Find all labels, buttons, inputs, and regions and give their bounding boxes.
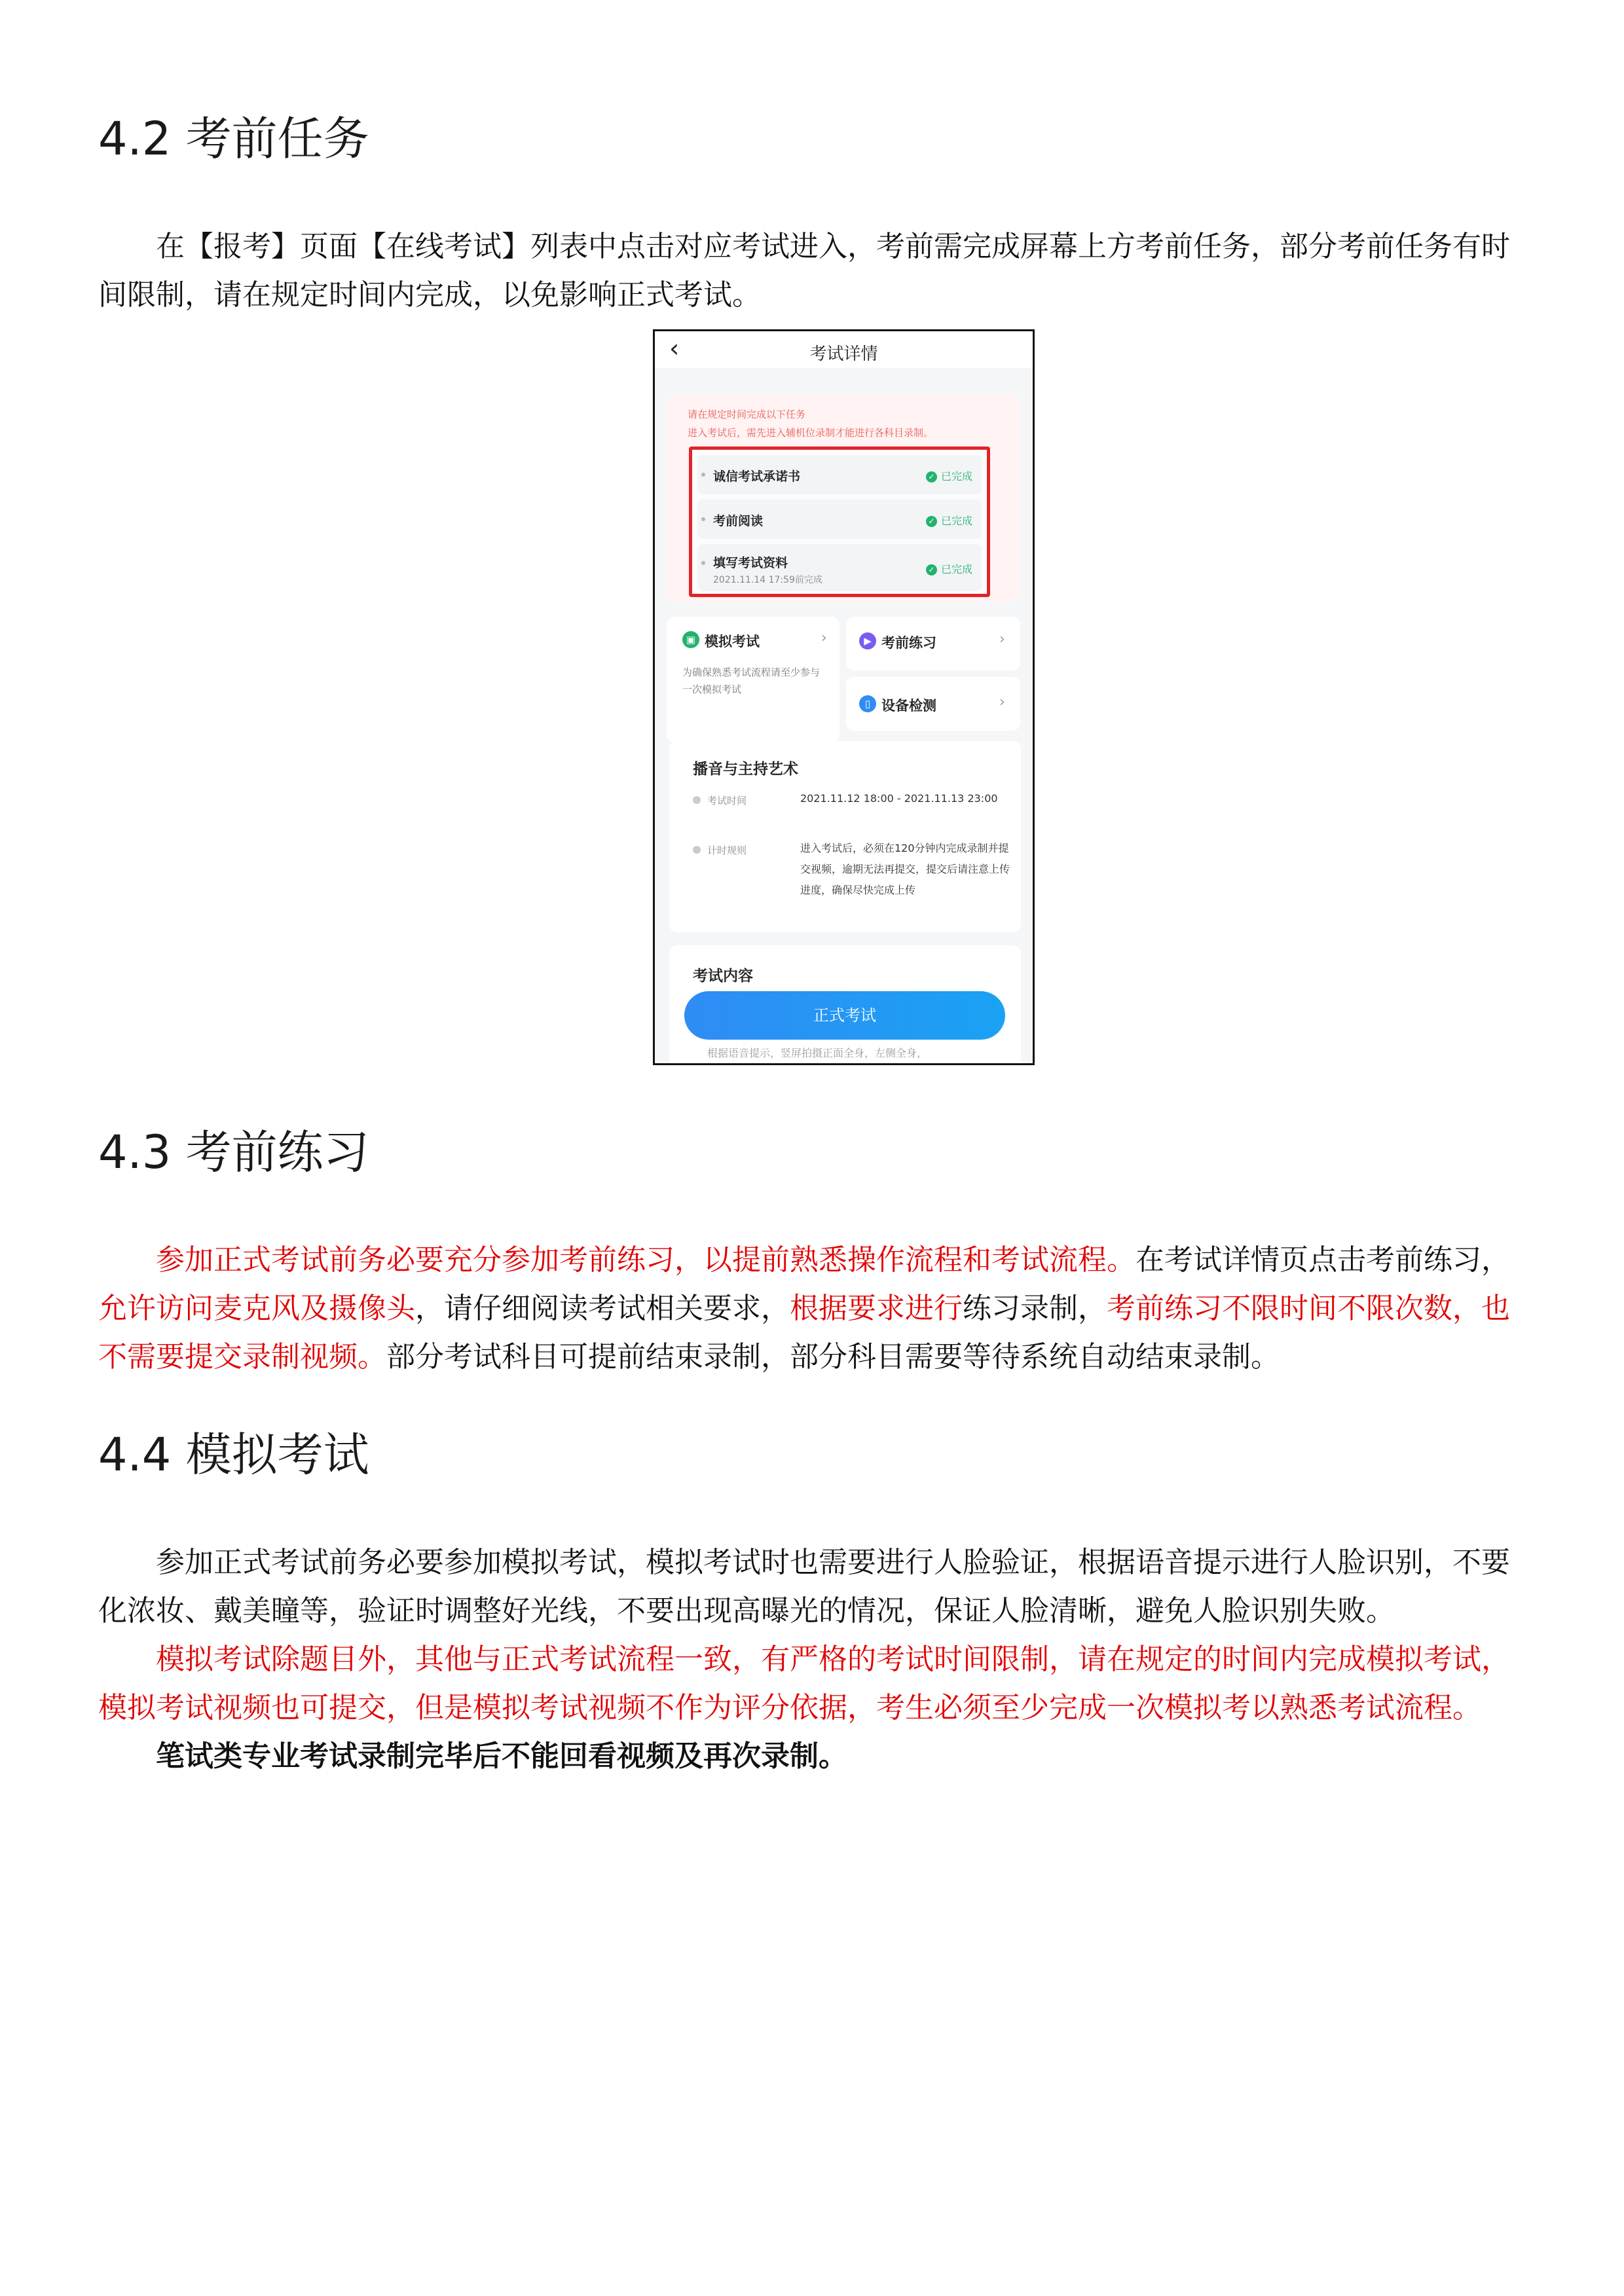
app-title: 考试详情 bbox=[809, 344, 878, 364]
task-notice-2: 进入考试后，需先进入辅机位录制才能进行各科目录制。 bbox=[688, 427, 934, 439]
task-item[interactable] bbox=[697, 544, 982, 591]
device-icon: ▯ bbox=[859, 695, 876, 712]
paragraph-4-3: 参加正式考试前务必要充分参加考前练习，以提前熟悉操作流程和考试流程。在考试详情页点击考前练习，允许访问麦克风及摄像头，请仔细阅读考试相关要求，根据要求进行练习录制，考前练习不限时间不限次数，也不需要提交录制视频。部分考试科目可提前结束录制，部分科目需要等待系统自动结束录制。 bbox=[98, 1243, 1510, 1374]
bullet-icon bbox=[701, 517, 705, 521]
recording-hint: 根据语音提示，竖屏拍摄正面全身，左侧全身， bbox=[707, 1047, 928, 1059]
bullet-icon bbox=[701, 561, 705, 565]
device-check-card[interactable] bbox=[846, 677, 1020, 731]
task-deadline: 2021.11.14 17:59前完成 bbox=[713, 575, 822, 585]
back-icon[interactable]: ‹ bbox=[669, 334, 680, 363]
exam-info-card bbox=[669, 741, 1021, 932]
task-notice-1: 请在规定时间完成以下任务 bbox=[688, 409, 806, 420]
exam-time-key: 考试时间 bbox=[707, 795, 747, 807]
paragraph-4-4-b: 模拟考试除题目外，其他与正式考试流程一致，有严格的考试时间限制，请在规定的时间内完成模拟考试，模拟考试视频也可提交，但是模拟考试视频不作为评分依据，考生必须至少完成一次模拟考以熟悉考试流程。 bbox=[98, 1643, 1510, 1724]
task-list-highlight bbox=[689, 446, 990, 597]
task-item[interactable] bbox=[697, 455, 982, 494]
task-status: ✓ 已完成 bbox=[926, 513, 972, 528]
mock-exam-card[interactable] bbox=[667, 617, 840, 742]
section-heading-4-4: 4.4 模拟考试 bbox=[98, 1428, 369, 1482]
task-label: 填写考试资料 bbox=[713, 556, 788, 570]
timing-rule-value: 进入考试后，必须在120分钟内完成录制并提交视频，逾期无法再提交，提交后请注意上传进度，确保尽快完成上传 bbox=[800, 842, 1010, 896]
section-heading-4-3: 4.3 考前练习 bbox=[98, 1125, 369, 1179]
task-status: ✓ 已完成 bbox=[926, 561, 972, 576]
play-icon: ▶ bbox=[859, 632, 876, 649]
app-header bbox=[655, 331, 1033, 368]
paragraph-4-4-c: 笔试类专业考试录制完毕后不能回看视频及再次录制。 bbox=[156, 1740, 847, 1773]
section-heading-4-2: 4.2 考前任务 bbox=[98, 112, 369, 166]
exam-time-value: 2021.11.12 18:00 - 2021.11.13 23:00 bbox=[800, 792, 998, 805]
paragraph-4-4-a: 参加正式考试前务必要参加模拟考试，模拟考试时也需要进行人脸验证，根据语音提示进行人脸识别，不要化浓妆、戴美瞳等，验证时调整好光线，不要出现高曝光的情况，保证人脸清晰，避免人脸识别失败。 bbox=[98, 1546, 1510, 1628]
clock-icon bbox=[693, 796, 701, 804]
check-circle-icon: ✓ bbox=[926, 516, 937, 527]
timing-rule-key: 计时规则 bbox=[707, 845, 747, 856]
task-item[interactable] bbox=[697, 500, 982, 539]
paragraph-4-2: 在【报考】页面【在线考试】列表中点击对应考试进入，考前需完成屏幕上方考前任务，部分考前任务有时间限制，请在规定时间内完成，以免影响正式考试。 bbox=[98, 230, 1510, 312]
chevron-right-icon: › bbox=[999, 694, 1005, 710]
chevron-right-icon: › bbox=[999, 631, 1005, 647]
mock-exam-label: 模拟考试 bbox=[705, 634, 760, 649]
start-exam-button[interactable]: 正式考试 bbox=[684, 991, 1005, 1040]
bullet-icon bbox=[701, 473, 705, 477]
device-check-label: 设备检测 bbox=[881, 698, 936, 714]
mock-exam-icon: ▣ bbox=[682, 631, 699, 648]
task-status: ✓ 已完成 bbox=[926, 468, 972, 483]
check-circle-icon: ✓ bbox=[926, 564, 937, 575]
timer-icon bbox=[693, 846, 701, 854]
mock-exam-desc: 为确保熟悉考试流程请至少参与一次模拟考试 bbox=[682, 666, 821, 695]
task-label: 诚信考试承诺书 bbox=[713, 469, 801, 484]
app-screenshot bbox=[653, 329, 1035, 1065]
practice-label: 考前练习 bbox=[881, 635, 936, 651]
task-label: 考前阅读 bbox=[713, 514, 764, 528]
exam-subject: 播音与主持艺术 bbox=[693, 761, 798, 778]
practice-card[interactable] bbox=[846, 617, 1020, 670]
chevron-right-icon: › bbox=[821, 630, 827, 646]
exam-content-title: 考试内容 bbox=[693, 968, 753, 985]
check-circle-icon: ✓ bbox=[926, 471, 937, 483]
